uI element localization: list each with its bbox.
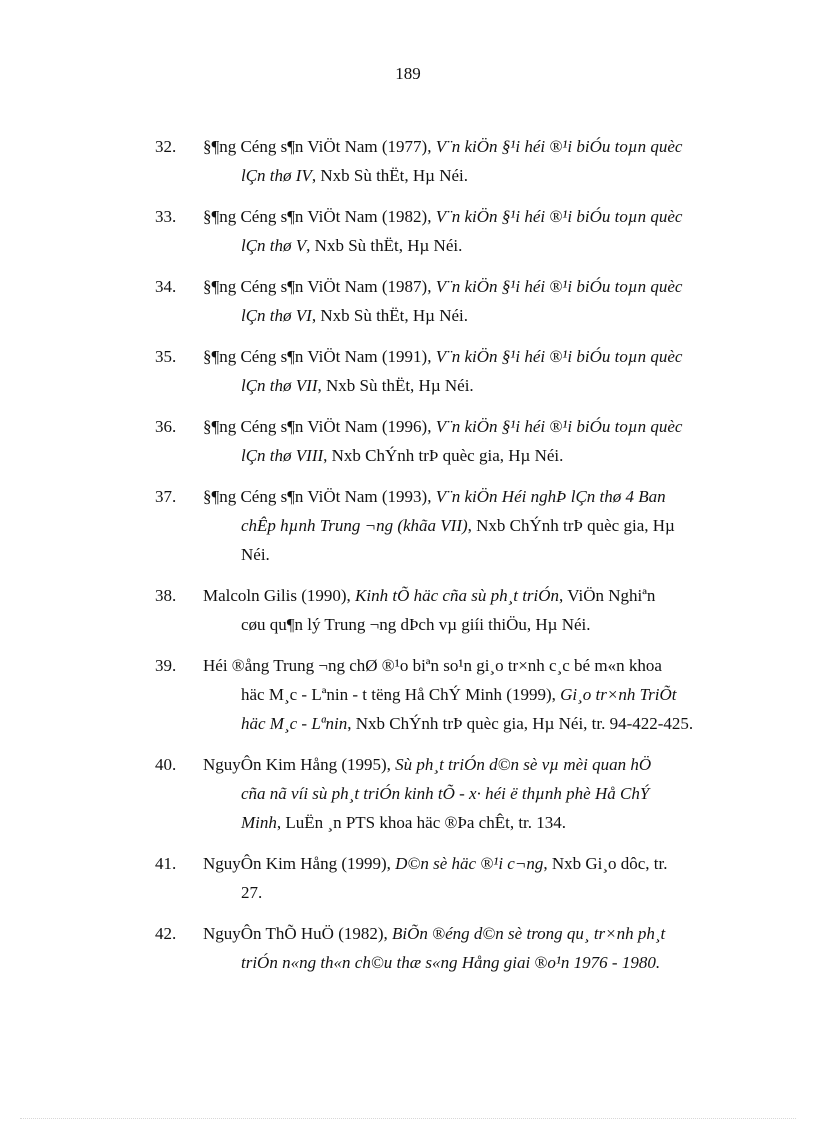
reference-item: [0, 202, 816, 260]
reference-publisher: , Nxb ChÝnh trÞ quèc gia, Hµ Néi, tr. 94-422-425.: [347, 714, 694, 733]
reference-item: [0, 581, 816, 639]
reference-title-cont: lÇn thø V: [241, 236, 307, 255]
reference-text: [203, 750, 738, 837]
reference-publisher: , Nxb Gi¸o dôc, tr.: [543, 854, 668, 873]
reference-item: [0, 412, 816, 470]
reference-title: D©n sè häc ®¹i c¬ng: [395, 854, 544, 873]
reference-text: [203, 132, 738, 190]
reference-item: [0, 849, 816, 907]
reference-author-cont: häc M¸c - Lªnin - t tëng Hå ChÝ Minh (1999),: [241, 685, 561, 704]
reference-text: [203, 272, 738, 330]
reference-number: 37.: [155, 487, 177, 506]
reference-title-cont: Minh: [241, 813, 277, 832]
reference-text: [203, 202, 738, 260]
reference-number: 34.: [155, 277, 177, 296]
reference-number: 35.: [155, 347, 177, 366]
reference-item: [0, 342, 816, 400]
reference-publisher: , Nxb Sù thËt, Hµ Néi.: [311, 166, 469, 185]
reference-title-cont: cña nã víi sù ph¸t triÓn kinh tÕ - x· héi ë thµnh phè Hå ChÝ: [241, 784, 650, 803]
reference-title-cont: triÓn n«ng th«n ch©u thæ s«ng Hång giai ®o¹n 1976 - 1980.: [241, 953, 661, 972]
reference-title-cont: lÇn thø VIII: [241, 446, 324, 465]
reference-publisher: , Nxb Sù thËt, Hµ Néi.: [311, 306, 469, 325]
reference-publisher-cont: cøu qu¶n lý Trung ¬ng dÞch vµ giíi thiÖu, Hµ Néi.: [241, 615, 591, 634]
reference-author: Malcoln Gilis (1990),: [203, 586, 356, 605]
reference-continuation: [203, 371, 738, 400]
reference-number: 39.: [155, 656, 177, 675]
reference-text: [203, 919, 738, 977]
reference-publisher: , ViÖn Nghiªn: [559, 586, 656, 605]
reference-title: BiÕn ®éng d©n sè trong qu¸ tr×nh ph¸t: [392, 924, 666, 943]
reference-text: [203, 849, 738, 907]
reference-author: §¶ng Céng s¶n ViÖt Nam (1987),: [203, 277, 436, 296]
reference-continuation: [203, 779, 738, 808]
reference-publisher: , Nxb ChÝnh trÞ quèc gia, Hµ: [467, 516, 675, 535]
reference-author: §¶ng Céng s¶n ViÖt Nam (1993),: [203, 487, 436, 506]
reference-text: [203, 482, 738, 569]
reference-title: Gi¸o tr×nh TriÕt: [560, 685, 677, 704]
reference-author: NguyÔn Kim Hång (1995),: [203, 755, 396, 774]
reference-author: §¶ng Céng s¶n ViÖt Nam (1977),: [203, 137, 436, 156]
reference-title: V¨n kiÖn Héi nghÞ lÇn thø 4 Ban: [435, 487, 666, 506]
reference-publisher: , LuËn ¸n PTS khoa häc ®Þa chÊt, tr. 134.: [276, 813, 567, 832]
reference-title: V¨n kiÖn §¹i héi ®¹i biÓu toµn quèc: [435, 137, 683, 156]
reference-author: Héi ®ång Trung ¬ng chØ ®¹o biªn so¹n gi¸o tr×nh c¸c bé m«n khoa: [203, 656, 662, 675]
reference-author: NguyÔn ThÕ HuÖ (1982),: [203, 924, 393, 943]
reference-publisher-cont: 27.: [241, 883, 263, 902]
reference-title-cont: chÊp hµnh Trung ¬ng (khãa VII): [241, 516, 468, 535]
reference-item: [0, 482, 816, 569]
reference-publisher-cont: Néi.: [241, 545, 270, 564]
reference-continuation: [203, 441, 738, 470]
reference-number: 38.: [155, 586, 177, 605]
reference-continuation: [203, 680, 738, 709]
reference-author: §¶ng Céng s¶n ViÖt Nam (1996),: [203, 417, 436, 436]
reference-continuation: [203, 540, 738, 569]
reference-title: Kinh tÕ häc cña sù ph¸t triÓn: [355, 586, 560, 605]
reference-number: 36.: [155, 417, 177, 436]
reference-continuation: [203, 511, 738, 540]
reference-title: V¨n kiÖn §¹i héi ®¹i biÓu toµn quèc: [435, 277, 683, 296]
reference-title-cont: häc M¸c - Lªnin: [241, 714, 348, 733]
page-number: 189: [395, 64, 421, 83]
reference-title-cont: lÇn thø IV: [241, 166, 312, 185]
reference-number: 42.: [155, 924, 177, 943]
reference-title-cont: lÇn thø VII: [241, 376, 318, 395]
reference-list: [0, 132, 816, 989]
reference-item: [0, 919, 816, 977]
reference-title-cont: lÇn thø VI: [241, 306, 312, 325]
reference-number: 32.: [155, 137, 177, 156]
reference-title: V¨n kiÖn §¹i héi ®¹i biÓu toµn quèc: [435, 207, 683, 226]
reference-publisher: , Nxb Sù thËt, Hµ Néi.: [306, 236, 463, 255]
reference-text: [203, 412, 738, 470]
reference-continuation: [203, 161, 738, 190]
reference-publisher: , Nxb ChÝnh trÞ quèc gia, Hµ Néi.: [323, 446, 564, 465]
page-bottom-divider: [20, 1118, 796, 1119]
reference-continuation: [203, 610, 738, 639]
reference-continuation: [203, 808, 738, 837]
reference-text: [203, 651, 738, 738]
reference-number: 40.: [155, 755, 177, 774]
reference-item: [0, 272, 816, 330]
reference-item: [0, 750, 816, 837]
reference-title: Sù ph¸t triÓn d©n sè vµ mèi quan hÖ: [395, 755, 652, 774]
reference-continuation: [203, 948, 738, 977]
reference-number: 41.: [155, 854, 177, 873]
reference-author: NguyÔn Kim Hång (1999),: [203, 854, 396, 873]
reference-continuation: [203, 878, 738, 907]
reference-author: §¶ng Céng s¶n ViÖt Nam (1991),: [203, 347, 436, 366]
reference-item: [0, 132, 816, 190]
reference-title: V¨n kiÖn §¹i héi ®¹i biÓu toµn quèc: [435, 417, 683, 436]
reference-text: [203, 342, 738, 400]
reference-continuation: [203, 301, 738, 330]
reference-author: §¶ng Céng s¶n ViÖt Nam (1982),: [203, 207, 436, 226]
reference-text: [203, 581, 738, 639]
reference-publisher: , Nxb Sù thËt, Hµ Néi.: [317, 376, 474, 395]
reference-continuation: [203, 231, 738, 260]
reference-title: V¨n kiÖn §¹i héi ®¹i biÓu toµn quèc: [435, 347, 683, 366]
reference-continuation: [203, 709, 738, 738]
reference-number: 33.: [155, 207, 177, 226]
reference-item: [0, 651, 816, 738]
